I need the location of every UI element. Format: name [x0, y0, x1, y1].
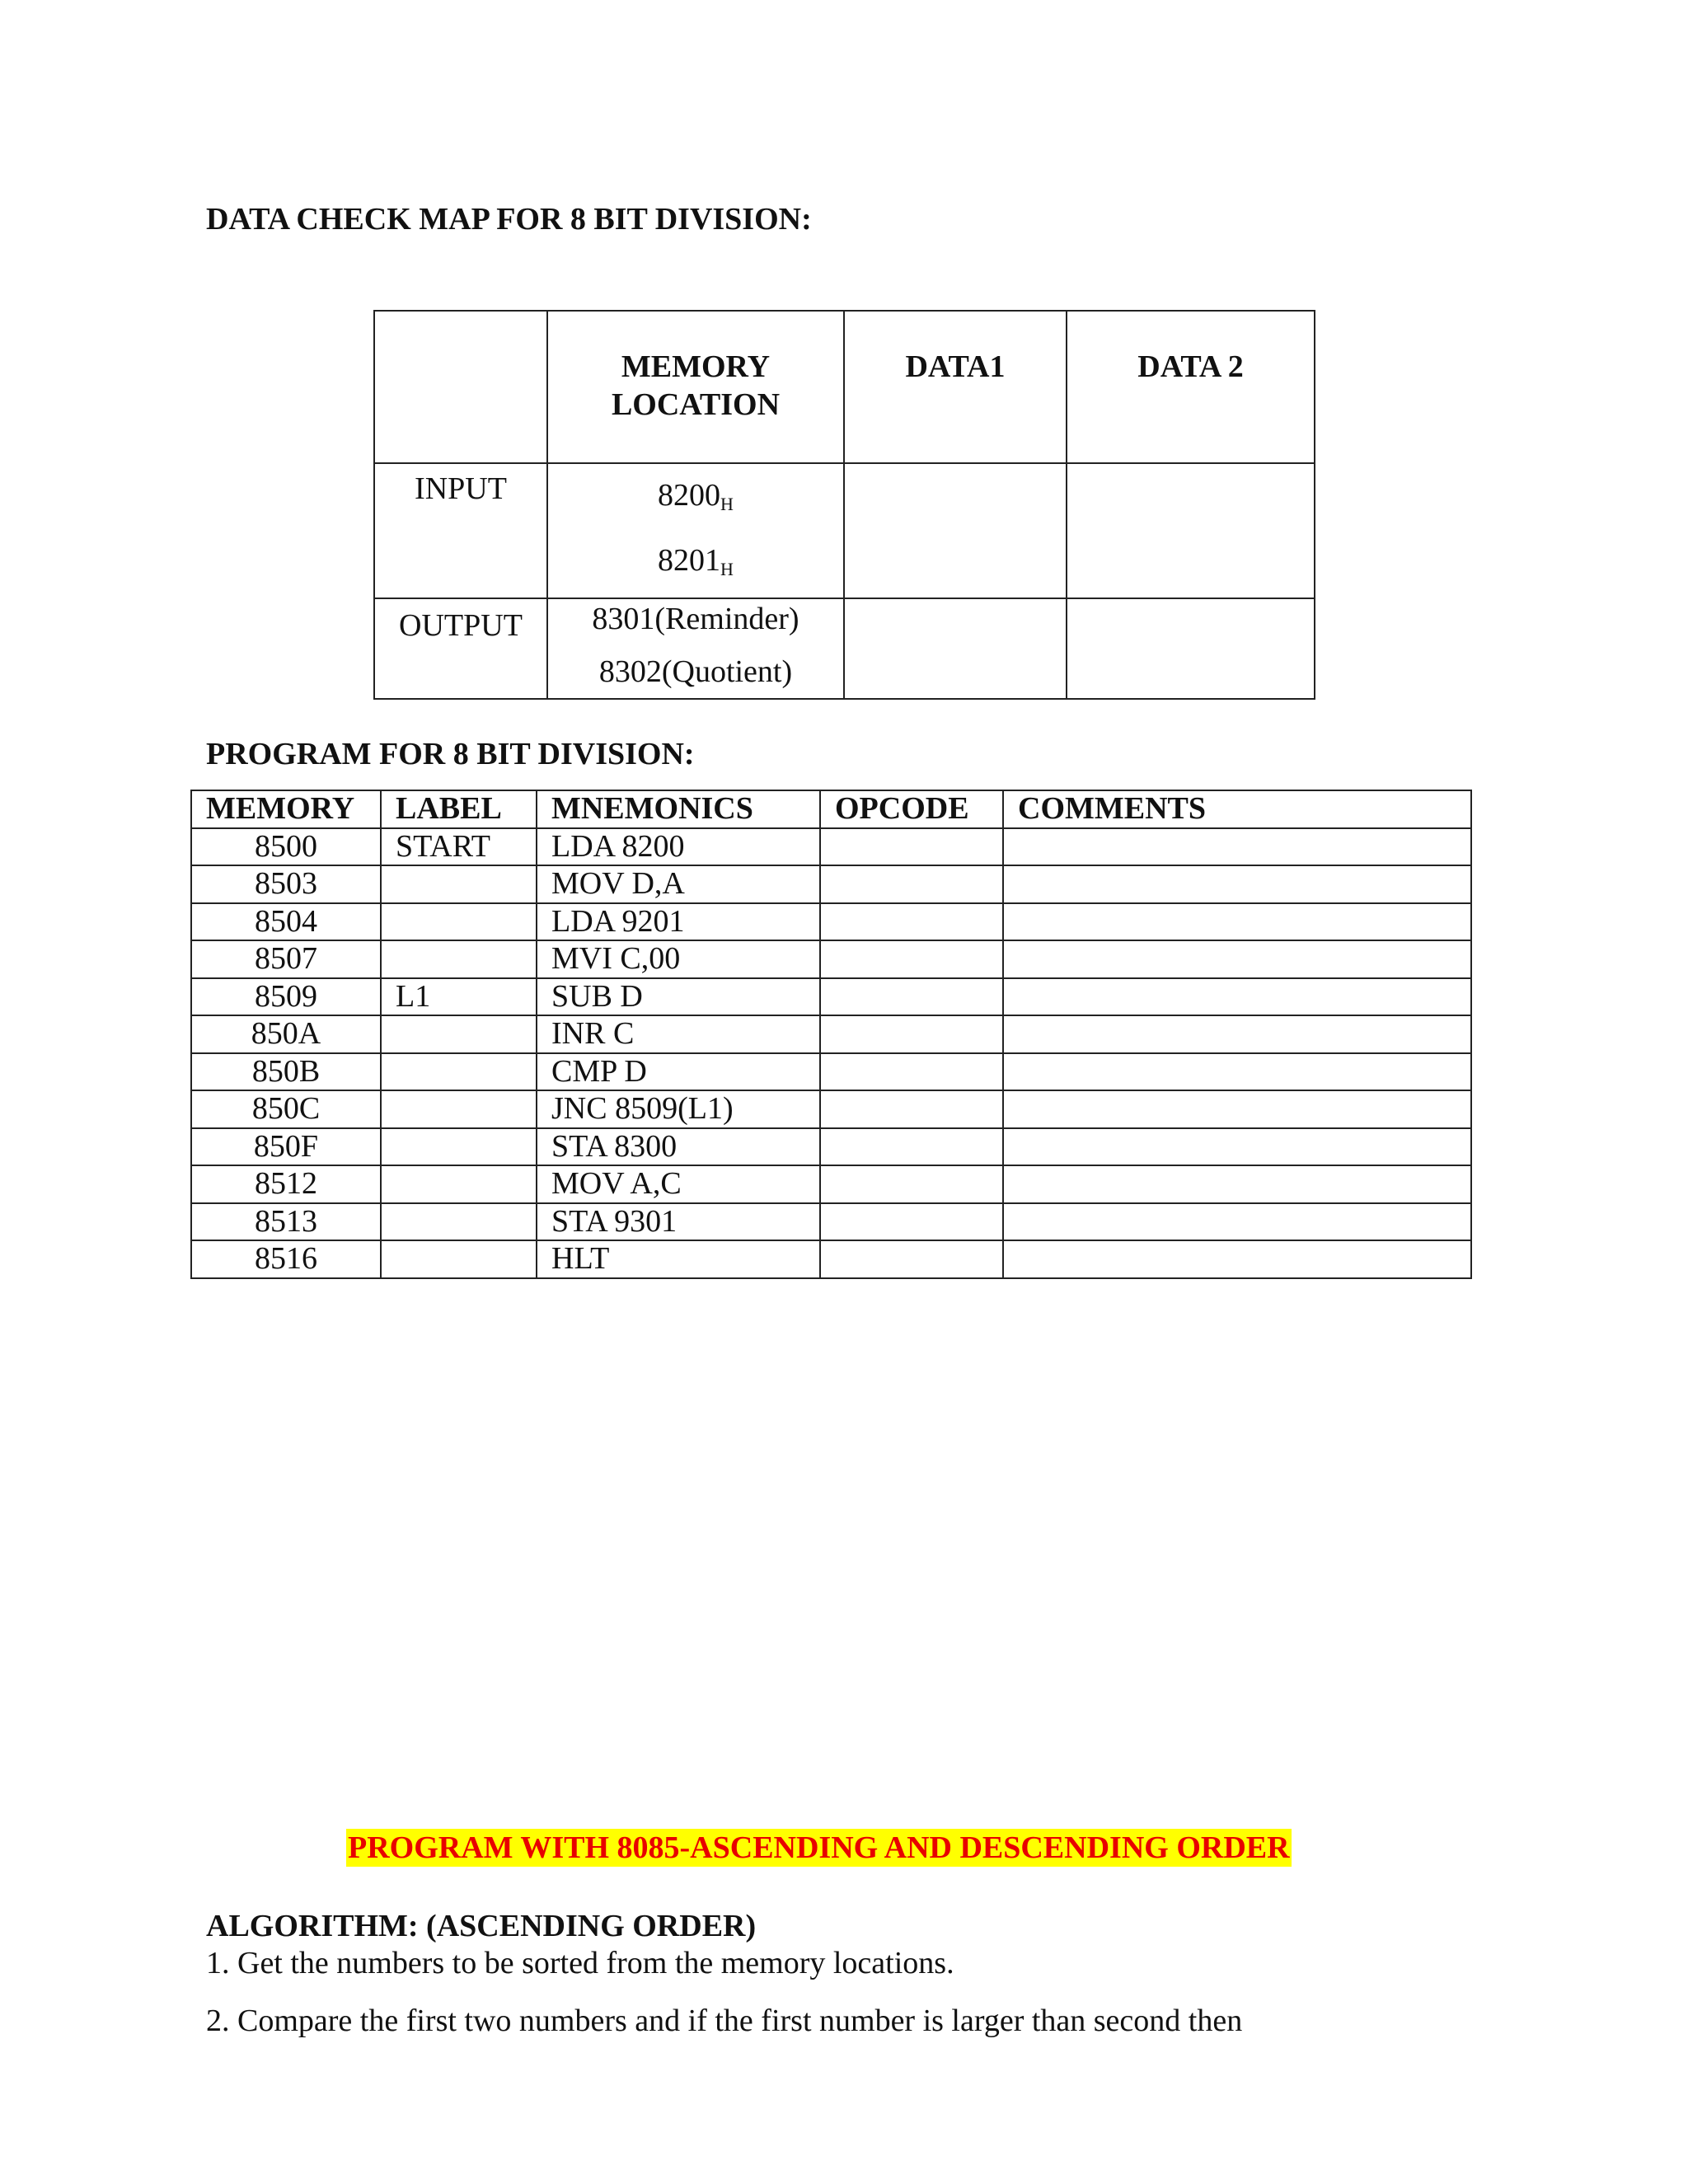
- program-table: [190, 790, 1472, 1279]
- input-locations-cell: [547, 463, 844, 598]
- label-cell: [381, 1053, 537, 1091]
- label-cell: L1: [381, 978, 537, 1016]
- highlight-title-text: PROGRAM WITH 8085-ASCENDING AND DESCENDING ORDER: [348, 1830, 1290, 1865]
- header-memory: MEMORY: [191, 790, 381, 828]
- input-data2-cell: [1067, 463, 1315, 598]
- label-cell: START: [381, 828, 537, 866]
- memory-cell: 8504: [191, 903, 381, 941]
- comment-cell: [1003, 1053, 1471, 1091]
- header-cell-memory-location: MEMORY LOCATION: [547, 311, 844, 463]
- comment-cell: [1003, 1090, 1471, 1128]
- table-row: [191, 978, 1471, 1016]
- mnemonic-cell: CMP D: [537, 1053, 820, 1091]
- opcode-cell: [820, 1128, 1003, 1166]
- label-cell: [381, 903, 537, 941]
- memory-cell: 8500: [191, 828, 381, 866]
- mnemonic-cell: HLT: [537, 1240, 820, 1278]
- memory-cell: 8516: [191, 1240, 381, 1278]
- table-row: [191, 828, 1471, 866]
- label-cell: [381, 1165, 537, 1203]
- comment-cell: [1003, 978, 1471, 1016]
- header-cell-data1: DATA1: [844, 311, 1067, 463]
- table-row: [191, 865, 1471, 903]
- opcode-cell: [820, 1203, 1003, 1241]
- table-row: [191, 1128, 1471, 1166]
- mnemonic-cell: INR C: [537, 1015, 820, 1053]
- table-row-output: [374, 598, 1315, 699]
- table-row-input: [374, 463, 1315, 598]
- table-row: [191, 903, 1471, 941]
- program-header-row: [191, 790, 1471, 828]
- memory-cell: 8503: [191, 865, 381, 903]
- output-data2-cell: [1067, 598, 1315, 699]
- memory-cell: 8513: [191, 1203, 381, 1241]
- comment-cell: [1003, 1015, 1471, 1053]
- algorithm-step-2: 2. Compare the first two numbers and if the first number is larger than second then: [206, 2004, 1243, 2038]
- mnemonic-cell: MOV D,A: [537, 865, 820, 903]
- opcode-cell: [820, 1053, 1003, 1091]
- comment-cell: [1003, 1165, 1471, 1203]
- mnemonic-cell: LDA 8200: [537, 828, 820, 866]
- header-cell-blank: [374, 311, 547, 463]
- memory-cell: 850B: [191, 1053, 381, 1091]
- header-mnemonics: MNEMONICS: [537, 790, 820, 828]
- table-header-row: [374, 311, 1315, 463]
- label-cell: [381, 1203, 537, 1241]
- opcode-cell: [820, 940, 1003, 978]
- output-data1-cell: [844, 598, 1067, 699]
- mnemonic-cell: MOV A,C: [537, 1165, 820, 1203]
- section-title-data-check-map: DATA CHECK MAP FOR 8 BIT DIVISION:: [206, 202, 812, 237]
- label-cell: [381, 1128, 537, 1166]
- mnemonic-cell: MVI C,00: [537, 940, 820, 978]
- memory-cell: 850F: [191, 1128, 381, 1166]
- mnemonic-cell: STA 8300: [537, 1128, 820, 1166]
- label-cell: [381, 1240, 537, 1278]
- comment-cell: [1003, 828, 1471, 866]
- input-location-1: $8200_H$: [658, 478, 734, 514]
- output-label: OUTPUT: [374, 598, 547, 699]
- label-cell: [381, 1015, 537, 1053]
- opcode-cell: [820, 1090, 1003, 1128]
- table-row: [191, 940, 1471, 978]
- table-row: [191, 1165, 1471, 1203]
- section-title-program: PROGRAM FOR 8 BIT DIVISION:: [206, 737, 695, 771]
- memory-cell: 850C: [191, 1090, 381, 1128]
- data-check-map-table: [373, 310, 1315, 700]
- mnemonic-cell: JNC 8509(L1): [537, 1090, 820, 1128]
- highlighted-program-title: [346, 1830, 1292, 1866]
- comment-cell: [1003, 903, 1471, 941]
- memory-cell: 850A: [191, 1015, 381, 1053]
- comment-cell: [1003, 865, 1471, 903]
- header-label: LABEL: [381, 790, 537, 828]
- header-cell-data2: DATA 2: [1067, 311, 1315, 463]
- label-cell: [381, 865, 537, 903]
- opcode-cell: [820, 903, 1003, 941]
- memory-cell: 8512: [191, 1165, 381, 1203]
- opcode-cell: [820, 1240, 1003, 1278]
- label-cell: [381, 1090, 537, 1128]
- input-data1-cell: [844, 463, 1067, 598]
- table-row: [191, 1240, 1471, 1278]
- opcode-cell: [820, 1015, 1003, 1053]
- mnemonic-cell: LDA 9201: [537, 903, 820, 941]
- opcode-cell: [820, 865, 1003, 903]
- comment-cell: [1003, 1240, 1471, 1278]
- mnemonic-cell: SUB D: [537, 978, 820, 1016]
- output-location-quotient: 8302(Quotient): [598, 654, 793, 689]
- opcode-cell: [820, 828, 1003, 866]
- comment-cell: [1003, 1203, 1471, 1241]
- label-cell: [381, 940, 537, 978]
- table-row: [191, 1053, 1471, 1091]
- table-row: [191, 1015, 1471, 1053]
- output-locations-cell: [547, 598, 844, 699]
- mnemonic-cell: STA 9301: [537, 1203, 820, 1241]
- header-comments: COMMENTS: [1003, 790, 1471, 828]
- header-opcode: OPCODE: [820, 790, 1003, 828]
- memory-cell: 8507: [191, 940, 381, 978]
- opcode-cell: [820, 978, 1003, 1016]
- input-label: INPUT: [374, 463, 547, 598]
- memory-cell: 8509: [191, 978, 381, 1016]
- comment-cell: [1003, 940, 1471, 978]
- algorithm-step-1: 1. Get the numbers to be sorted from the memory locations.: [206, 1946, 954, 1980]
- table-row: [191, 1203, 1471, 1241]
- input-location-2: $8201_H$: [658, 543, 734, 579]
- comment-cell: [1003, 1128, 1471, 1166]
- algorithm-title: ALGORITHM: (ASCENDING ORDER): [206, 1909, 757, 1943]
- output-location-reminder: 8301(Reminder): [592, 602, 799, 636]
- table-row: [191, 1090, 1471, 1128]
- opcode-cell: [820, 1165, 1003, 1203]
